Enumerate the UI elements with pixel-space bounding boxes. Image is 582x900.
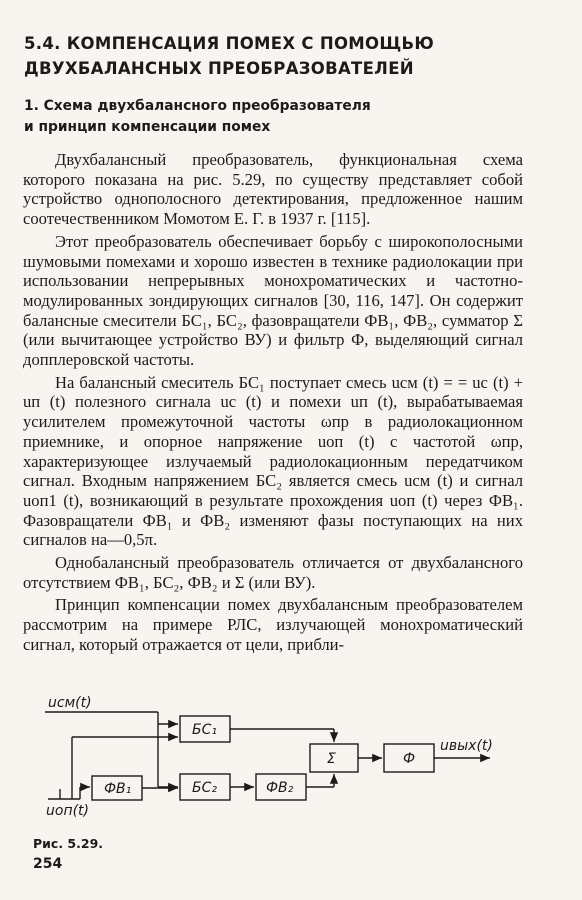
paragraph-4: Однобалансный преобразователь отличается от двухбалансного отсутствием ФВ₁, БС₂, ФВ₂ и Σ (или ВУ). [23,553,523,592]
bs1-label: БС₁ [192,722,217,738]
paragraph-5: Принцип компенсации помех двухбалансным преобразователем рассмотрим на примере РЛС, излучающей монохроматический сигнал, который отражается от цели, прибли- [23,595,523,654]
output-label: uвых(t) [440,738,493,754]
chapter-heading-line-2: ДВУХБАЛАНСНЫХ ПРЕОБРАЗОВАТЕЛЕЙ [24,59,414,78]
input-mix-label: uсм(t) [48,695,92,711]
paragraph-3: На балансный смеситель БС₁ поступает смесь uсм (t) = = uс (t) + uп (t) полезного сигнала uс (t) и помехи uп (t), вырабатываемая усилителем промежуточной частоты ωпр в радиолокационном приемнике, и опорное напряжение uоп (t) с частотой ωпр, характеризующее излучаемый радиолокационным передатчиком сигнал. Входным напряжением БС₂ является смесь uсм (t) и сигнал uоп1 (t), возникающий в результате прохождения uоп (t) через ФВ₁. Фазовращатели ФВ₁ и ФВ₂ изменяют фазы поступающих на них сигналов на—0,5π. [23,372,523,550]
figure-caption: Рис. 5.29. [33,836,104,851]
paragraph-1: Двухбалансный преобразователь, функциональная схема которого показана на рис. 5.29, по существу представляет собой устройство однополосного детектирования, предложенное нашим соотечественником Момотом Е. Г. в 1937 г. [115]. [23,150,523,229]
page-number: 254 [33,856,63,872]
fv1-label: ФВ₁ [104,781,132,797]
chapter-heading [24,31,544,81]
input-ref-label: uоп(t) [46,803,90,819]
section-heading-line-1: 1. Схема двухбалансного преобразователя [24,98,371,114]
block-diagram [20,694,520,834]
fv2-label: ФВ₂ [266,780,294,796]
filter-label: Ф [403,751,416,767]
chapter-heading-line-1: 5.4. КОМПЕНСАЦИЯ ПОМЕХ С ПОМОЩЬЮ [24,34,435,53]
section-heading-line-2: и принцип компенсации помех [24,119,271,135]
body-text [23,150,523,658]
sum-label: Σ [327,751,336,767]
bs2-label: БС₂ [192,780,217,796]
block-diagram-figure [20,694,520,834]
section-heading [24,96,544,138]
paragraph-2: Этот преобразователь обеспечивает борьбу с широкополосными шумовыми помехами и хорошо известен в технике радиолокации при использовании непрерывных монохроматических и частотно-модулированных зондирующих сигналов [30, 116, 147]. Он содержит балансные смесители БС₁, БС₂, фазовращатели ФВ₁, ФВ₂, сумматор Σ (или вычитающее устройство ВУ) и фильтр Ф, выделяющий сигнал допплеровской частоты. [23,231,523,370]
